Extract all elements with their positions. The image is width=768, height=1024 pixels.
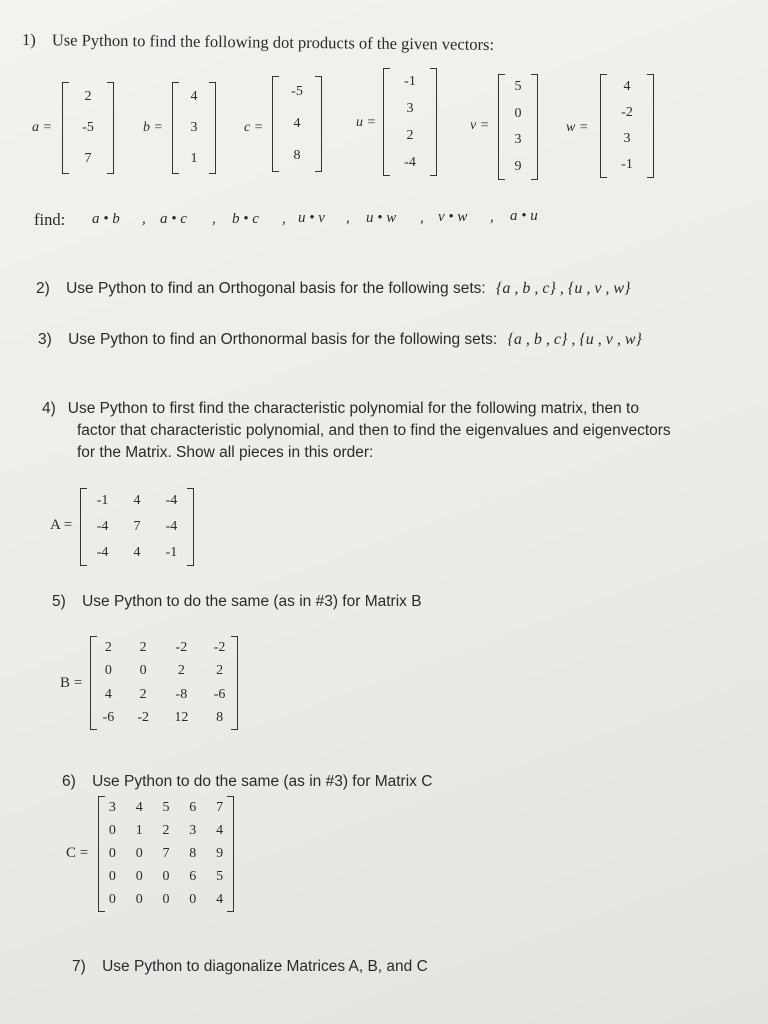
vector-b-entry: 1 xyxy=(190,150,198,166)
vector-a-values xyxy=(62,82,114,174)
vector-v-entry: 3 xyxy=(514,132,522,148)
vector-v-label: v = xyxy=(470,118,490,133)
vector-b-values xyxy=(172,82,216,174)
question-2-number: 2) xyxy=(36,280,50,297)
matrix-b-grid xyxy=(90,636,238,730)
question-4-line-1: Use Python to first find the characteristic polynomial for the following matrix, then to xyxy=(67,400,639,417)
question-7 xyxy=(72,958,428,976)
find-item: a • u xyxy=(510,208,538,224)
question-3-number: 3) xyxy=(38,331,52,348)
matrix-c-cell: 0 xyxy=(189,892,197,908)
vector-b-entry: 4 xyxy=(190,89,198,105)
vector-w-entry: -2 xyxy=(621,105,633,120)
vector-a-entry: 2 xyxy=(84,89,92,105)
vector-c-values xyxy=(272,76,322,172)
question-2-sets: {a , b , c} , {u , v , w} xyxy=(496,280,631,297)
matrix-a-cell: 7 xyxy=(133,519,141,534)
matrix-a-cell: 4 xyxy=(133,493,141,508)
question-1-number: 1) xyxy=(21,30,36,50)
find-item: , xyxy=(490,209,494,225)
find-label: find: xyxy=(34,210,66,229)
matrix-c-cell: 7 xyxy=(216,799,224,815)
vector-b-entry: 3 xyxy=(190,119,198,135)
matrix-b-cell: 2 xyxy=(139,686,147,702)
find-item: b • c xyxy=(232,211,259,227)
matrix-c-cell: 0 xyxy=(108,845,116,861)
matrix-a-label: A = xyxy=(50,517,73,533)
vector-c-entry: -5 xyxy=(291,84,303,99)
question-7-number: 7) xyxy=(72,958,86,975)
question-6-number: 6) xyxy=(62,773,76,790)
find-item: , xyxy=(212,211,216,227)
matrix-a-cell: -4 xyxy=(165,493,178,508)
question-5 xyxy=(52,593,422,611)
matrix-c-cell: 6 xyxy=(189,869,197,885)
vector-c-entry: 4 xyxy=(293,116,301,131)
matrix-b-cell: 8 xyxy=(216,710,224,726)
matrix-b-cell: 2 xyxy=(177,663,185,679)
question-2 xyxy=(36,280,631,298)
matrix-b-label: B = xyxy=(60,675,83,691)
question-2-text: Use Python to find an Orthogonal basis for the following sets: xyxy=(66,280,486,297)
vector-a-label: a = xyxy=(32,120,52,135)
question-3 xyxy=(38,331,642,349)
vector-u-entry: -4 xyxy=(404,154,416,170)
vector-a-entry: -5 xyxy=(82,119,94,135)
matrix-c-cell: 3 xyxy=(189,822,197,838)
matrix-b-cell: -8 xyxy=(175,686,188,702)
find-item: , xyxy=(282,211,286,227)
vector-w-label: w = xyxy=(566,120,589,135)
vector-u-values xyxy=(383,68,437,176)
question-1-text: Use Python to find the following dot products of the given vectors: xyxy=(51,30,495,54)
vector-a-entry: 7 xyxy=(84,150,92,166)
find-item: , xyxy=(142,211,146,227)
matrix-c-cell: 0 xyxy=(108,822,116,838)
matrix-c-cell: 0 xyxy=(135,845,143,861)
matrix-a-cell: -1 xyxy=(96,493,109,508)
vector-u-entry: 2 xyxy=(406,127,414,143)
find-item: u • w xyxy=(366,210,397,226)
matrix-c-cell: 4 xyxy=(216,822,224,838)
find-item: u • v xyxy=(298,210,325,226)
matrix-b-cell: -2 xyxy=(213,639,226,655)
find-item: a • c xyxy=(160,211,187,227)
question-3-sets: {a , b , c} , {u , v , w} xyxy=(507,331,642,348)
question-4-line-3: for the Matrix. Show all pieces in this order: xyxy=(77,444,374,461)
vector-w-entry: -1 xyxy=(621,157,633,172)
matrix-c-cell: 0 xyxy=(108,869,116,885)
vector-b-label: b = xyxy=(143,120,163,135)
matrix-c-cell: 6 xyxy=(189,799,197,815)
vector-w-entry: 3 xyxy=(623,131,631,146)
matrix-b-cell: 4 xyxy=(104,686,112,702)
matrix-c-cell: 7 xyxy=(162,845,170,861)
vector-w-values xyxy=(600,74,654,178)
matrix-b-cell: 2 xyxy=(216,663,224,679)
matrix-b-cell: -2 xyxy=(175,639,188,655)
vector-v-entry: 0 xyxy=(514,105,522,121)
matrix-a-cell: -4 xyxy=(165,519,178,534)
question-5-number: 5) xyxy=(52,593,66,610)
question-3-text: Use Python to find an Orthonormal basis for the following sets: xyxy=(68,331,498,348)
vector-v-values xyxy=(498,74,538,180)
matrix-b-cell: 2 xyxy=(139,639,147,655)
matrix-c-cell: 4 xyxy=(216,892,224,908)
vector-v-entry: 9 xyxy=(514,158,522,174)
matrix-b-cell: 2 xyxy=(104,639,112,655)
vector-u-label: u = xyxy=(356,115,376,130)
matrix-b-cell: 12 xyxy=(174,710,189,726)
matrix-c-cell: 0 xyxy=(108,892,116,908)
matrix-c-label: C = xyxy=(66,845,89,861)
find-item: , xyxy=(346,210,350,226)
matrix-c-cell: 8 xyxy=(189,845,197,861)
matrix-b-cell: -6 xyxy=(213,686,226,702)
matrix-a-grid xyxy=(80,488,194,566)
matrix-a-cell: 4 xyxy=(133,545,141,560)
question-5-text: Use Python to do the same (as in #3) for Matrix B xyxy=(82,593,422,610)
matrix-a-cell: -4 xyxy=(96,519,109,534)
find-item: a • b xyxy=(92,211,120,227)
matrix-c-cell: 5 xyxy=(216,869,224,885)
matrix-c-grid xyxy=(98,796,234,912)
matrix-b-cell: -2 xyxy=(137,710,149,726)
question-1 xyxy=(22,30,494,55)
matrix-a-cell: -1 xyxy=(165,545,178,560)
vector-v-entry: 5 xyxy=(514,79,522,95)
matrix-c-cell: 0 xyxy=(162,869,170,885)
matrix-c-cell: 0 xyxy=(162,892,170,908)
vector-u-entry: -1 xyxy=(404,73,416,89)
matrix-b-cell: 0 xyxy=(104,663,112,679)
find-item: v • w xyxy=(438,209,468,225)
matrix-b-cell: 0 xyxy=(139,663,147,679)
question-6 xyxy=(62,773,432,791)
matrix-c-cell: 0 xyxy=(135,892,143,908)
matrix-c-cell: 3 xyxy=(108,799,116,815)
matrix-c-cell: 1 xyxy=(135,822,143,838)
vector-c-label: c = xyxy=(244,120,264,135)
question-4 xyxy=(42,398,671,464)
vector-w-entry: 4 xyxy=(623,79,631,94)
matrix-b-cell: -6 xyxy=(102,710,115,726)
matrix-a-cell: -4 xyxy=(96,545,109,560)
matrix-c-cell: 0 xyxy=(135,869,143,885)
question-4-line-2: factor that characteristic polynomial, and then to find the eigenvalues and eigenvectors xyxy=(77,422,671,439)
question-7-text: Use Python to diagonalize Matrices A, B, and C xyxy=(102,958,428,975)
find-item: , xyxy=(420,210,424,226)
question-4-number: 4) xyxy=(42,400,56,417)
matrix-c-cell: 9 xyxy=(216,845,224,861)
vector-u-entry: 3 xyxy=(406,100,414,116)
matrix-c-cell: 4 xyxy=(135,799,143,815)
question-6-text: Use Python to do the same (as in #3) for Matrix C xyxy=(92,773,433,790)
matrix-c-cell: 5 xyxy=(162,799,170,815)
matrix-c-cell: 2 xyxy=(162,822,170,838)
vector-c-entry: 8 xyxy=(293,148,301,163)
